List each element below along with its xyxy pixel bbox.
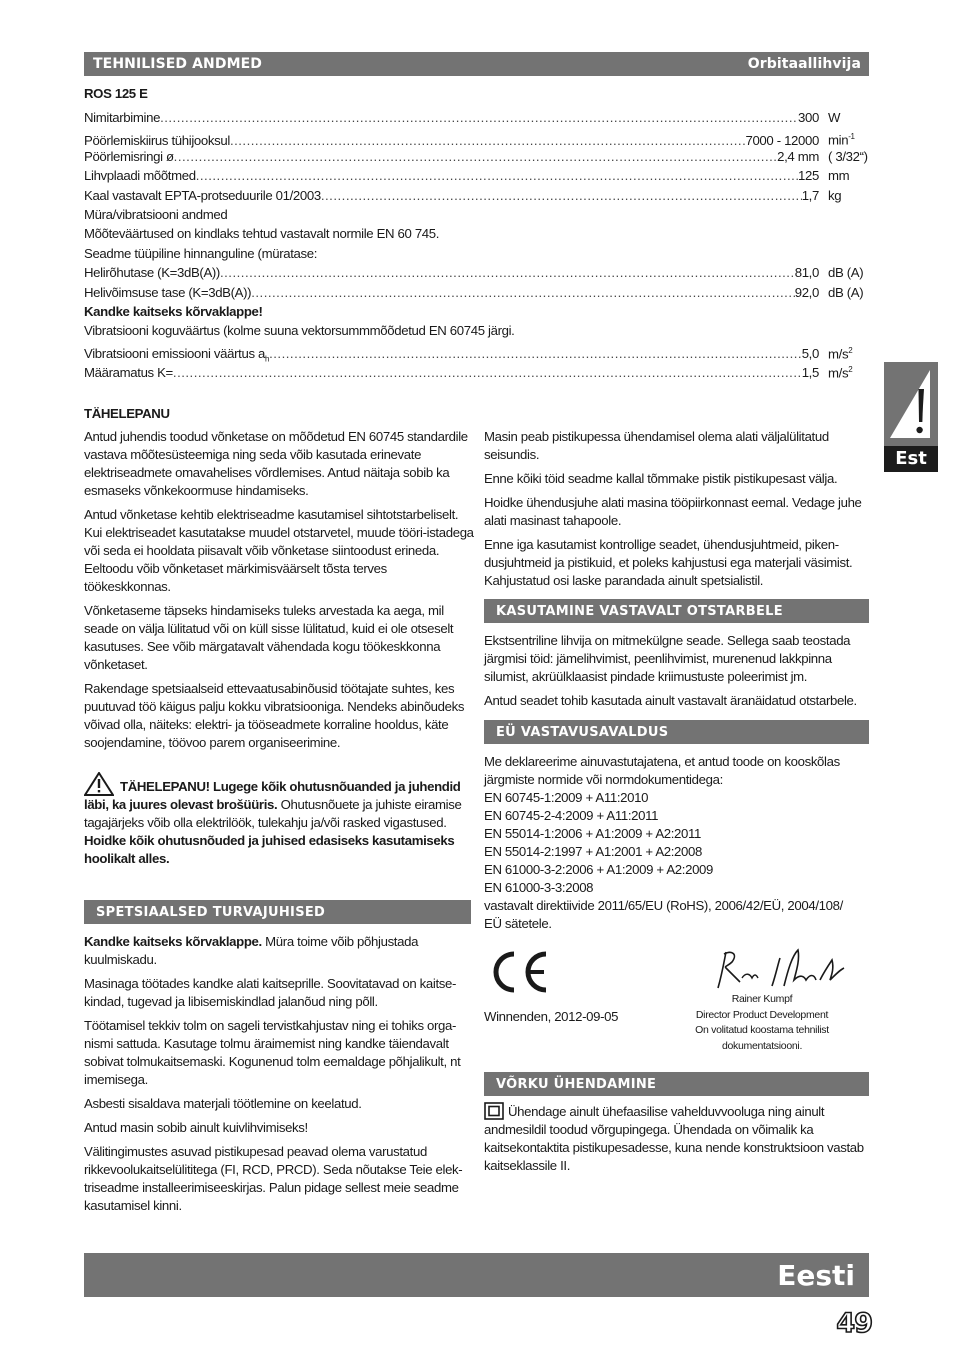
warning-icon <box>886 364 936 444</box>
conformity-line: EN 55014-1:2006 + A1:2009 + A2:2011 <box>484 826 702 841</box>
spec-unit: ( 3/32“) <box>828 148 868 164</box>
side-tab-label: Est <box>884 446 938 472</box>
spec-unit-superscript: 2 <box>848 365 853 375</box>
spec-row <box>84 224 869 243</box>
spec-label: Lihvplaadi mõõtmed <box>84 168 196 184</box>
attention-paragraph: Võnketaseme täpseks hindamiseks tuleks arvestada ka aega, mil seade on välja lülitatud või on küll sisse lülitatud, kuid ei ole otseselt kasutuses. See võib märgatavalt vähendada kogu töökeskkonna võnketaset. <box>84 603 454 672</box>
footer-language: Eesti <box>777 1258 855 1292</box>
spec-unit: W <box>828 110 841 125</box>
attention-paragraph: Antud juhendis toodud võnketase on mõõdetud EN 60745 standardile vastava mõõtesüsteemiga ning seda võib kasutada erinevate elektriseadmete omavahelises võrdlemises. Antud näitaja sobib ka esmaseks võnkekoormuse hindamiseks. <box>84 429 468 498</box>
spec-row <box>84 147 869 166</box>
usage-paragraph: Ekstsentriline lihvija on mitmekülgne seade. Sellega saab teostada järgmisi töid: jämelihvimist, peenlihvimist, murenenud lakkpinna silumist, akrüülklaasist pindade kriimustuste poleerimist jm. <box>484 633 851 684</box>
spec-label: Nimitarbimine <box>84 110 161 125</box>
spec-leader-dots <box>220 263 795 282</box>
safety-paragraph: Töötamisel tekkiv tolm on sageli tervistkahjustav ning ei tohiks orga-nismi sattuda. Kasutage tolmu äraimemist ning kandke täiendavalt sobivat tolmukaitsemaski. Kogunenud tolm eemaldage põhjalikult, nt imemisega. <box>84 1018 461 1087</box>
conformity-line: vastavalt direktiivide 2011/65/EU (RoHS), 2006/42/EÜ, 2004/108/ <box>484 898 843 913</box>
spec-label: Kandke kaitseks kõrvaklappe! <box>84 303 263 319</box>
conformity-lines <box>484 753 874 933</box>
spec-row <box>84 360 869 379</box>
footer-language-band <box>84 1253 869 1297</box>
safety-paragraph: Antud masin sobib ainult kuivlihvimiseks! <box>84 1120 308 1135</box>
network-text: Ühendage ainult ühefaasilise vahelduvvooluga ning ainult andmesildil toodud võrgupingega. Ühendada on võimalik ka kaitsekontaktita pistikupesadesse, kuna nende konstruktsioon vastab kaitseklassile II. <box>484 1104 864 1173</box>
spec-row <box>84 263 869 282</box>
spec-table <box>84 108 869 379</box>
spec-label: Seadme tüüpiline hinnanguline (müratase: <box>84 245 318 261</box>
signer-note: On volitatud koostama tehnilist dokumentatsiooni. <box>695 1024 829 1052</box>
section-header-mains-connection: VÕRKU ÜHENDAMINE <box>484 1072 869 1096</box>
spec-value: 1,7 <box>801 187 819 203</box>
spec-leader-dots <box>196 166 798 185</box>
spec-unit: $m/s^2$ <box>828 345 853 362</box>
conformity-line: EN 60745-1:2009 + A11:2010 <box>484 790 649 805</box>
model-name: ROS 125 E <box>84 86 148 101</box>
conformity-line: EN 60745-2-4:2009 + A11:2011 <box>484 808 659 823</box>
safety-paragraph: Masinaga töötades kandke alati kaitseprille. Soovitatavad on kaitse-kindad, tugevad ja libisemiskindlad jalanõud ning põll. <box>84 976 457 1009</box>
conformity-line: EN 61000-3-3:2008 <box>484 880 594 895</box>
spec-leader-dots <box>321 186 802 205</box>
spec-value: 2,4 mm <box>777 148 819 164</box>
spec-label: Mõõteväärtused on kindlaks tehtud vastavalt normile EN 60 745. <box>84 226 440 242</box>
warning-bold-text: TÄHELEPANU! Lugege kõik ohutusnõuanded ja juhendid läbi, ka juures olevast brošüüris. <box>84 779 461 812</box>
signer-name: Rainer Kumpf <box>731 993 793 1005</box>
attention-paragraph: Antud võnketase kehtib elektriseadme kasutamisel sihtotstarbeliselt. Kui elektriseadet kasutatakse muudel otstarvetel, muude tööri-istadega või seda ei hooldata piisavalt võib võnketase siintoodust erineda. Eeltoodu võib võnketaset märkimisväärselt tõsta terves töökeskkonnas. <box>84 507 474 594</box>
header-title: TEHNILISED ANDMED <box>93 56 263 72</box>
spec-value: 300 <box>798 110 819 125</box>
protection-class-ii-icon <box>484 1102 504 1120</box>
usage-paragraph: Antud seadet tohib kasutada ainult vastavalt äranäidatud otstarbele. <box>484 693 857 708</box>
general-warning <box>84 778 474 868</box>
attention-title: TÄHELEPANU <box>84 406 170 421</box>
safety-first-text: Müra toime võib põhjustada kuulmiskadu. <box>84 934 419 967</box>
language-side-tab <box>884 362 938 472</box>
spec-leader-dots <box>173 363 802 382</box>
spec-value: 92,0 <box>794 284 819 300</box>
conformity-line: EN 61000-3-2:2006 + A1:2009 + A2:2009 <box>484 862 714 877</box>
spec-row <box>84 244 869 263</box>
spec-row <box>84 166 869 185</box>
spec-label: Vibratsiooni emissiooni väärtus $a_h$ <box>84 346 270 364</box>
section-header-technical-data <box>84 52 869 76</box>
signature-image <box>710 944 850 994</box>
spec-row <box>84 341 869 364</box>
safety-paragraph: Asbesti sisaldava materjali töötlemine on keelatud. <box>84 1096 362 1111</box>
spec-label: Müra/vibratsiooni andmed <box>84 206 228 222</box>
spec-leader-dots <box>251 283 795 302</box>
conformity-line: EN 55014-2:1997 + A1:2001 + A2:2008 <box>484 844 702 859</box>
spec-value: 125 <box>798 168 819 184</box>
spec-unit: $m/s^2$ <box>828 365 853 381</box>
spec-label-subscript: h <box>265 354 270 364</box>
spec-row <box>84 302 869 321</box>
spec-label: Pöörlemisringi ø <box>84 148 174 164</box>
spec-unit-superscript: -1 <box>848 132 855 142</box>
signer-title: Director Product Development <box>695 1008 829 1021</box>
spec-label: Määramatus K= <box>84 365 173 381</box>
network-paragraph <box>484 1103 874 1175</box>
spec-label: Pöörlemiskiirus tühijooksul <box>84 132 230 148</box>
spec-row <box>84 186 869 205</box>
section-header-special-safety: SPETSIAALSED TURVAJUHISED <box>84 900 471 924</box>
spec-value: 7000 - 12000 <box>745 132 819 148</box>
spec-row <box>84 127 869 146</box>
spec-unit: dB (A) <box>828 284 864 300</box>
safety-paragraphs <box>84 933 474 1221</box>
conformity-line: järgmiste normide või normdokumentidega: <box>484 772 723 787</box>
spec-label: Helirõhutase (K=3dB(A)) <box>84 265 220 281</box>
spec-value: 5,0 <box>801 346 819 362</box>
spec-unit: kg <box>828 187 842 203</box>
spec-label: Vibratsiooni koguväärtus (kolme suuna vektorsummmõõdetud EN 60745 järgi. <box>84 323 515 339</box>
conformity-line: Me deklareerime ainuvastutajatena, et antud toode on kooskõlas <box>484 754 840 769</box>
safety-paragraph: Välitingimustes asuvad pistikupesad peavad olema varustatud rikkevoolukaitselülititega (FI, RCD, PRCD). Seda nõutakse Teie elek-triseadme installeerimiseeskirjas. Palun pidage sellest meie seadme kasutamisel kinni. <box>84 1144 463 1213</box>
connection-paragraph: Hoidke ühendusjuhe alati masina tööpiirkonnast eemal. Vedage juhe alati masinast tahapoole. <box>484 495 862 528</box>
spec-value: 81,0 <box>794 265 819 281</box>
spec-label: Helivõimsuse tase (K=3dB(A)) <box>84 284 252 300</box>
spec-unit: $\min^{-1}$ <box>828 132 855 148</box>
header-product: Orbitaallihvija <box>747 56 861 72</box>
spec-value: 1,5 <box>801 365 819 381</box>
section-header-ec-conformity: EÜ VASTAVUSAVALDUS <box>484 720 869 744</box>
spec-leader-dots <box>269 344 802 363</box>
spec-unit: mm <box>828 168 850 184</box>
spec-row <box>84 108 869 127</box>
spec-unit-superscript: 2 <box>848 345 853 355</box>
conformity-line: EÜ sätetele. <box>484 916 552 931</box>
connection-paragraph: Masin peab pistikupessa ühendamisel olema alati väljalülitatud seisundis. <box>484 429 829 462</box>
connection-paragraph: Enne kõiki töid seadme kallal tõmmake pistik pistikupesast välja. <box>484 471 838 486</box>
page-number: 49 <box>836 1308 872 1339</box>
spec-unit: dB (A) <box>828 265 864 281</box>
spec-row <box>84 321 869 340</box>
keep-instructions-text: Hoidke kõik ohutusnõuded ja juhised edasiseks kasutamiseks hoolikalt alles. <box>84 833 455 866</box>
ce-mark-logo <box>486 948 550 996</box>
section-header-intended-use: KASUTAMINE VASTAVALT OTSTARBELE <box>484 599 869 623</box>
spec-row <box>84 205 869 224</box>
signer-info <box>655 992 869 1054</box>
connection-paragraphs <box>484 428 874 596</box>
usage-paragraphs <box>484 632 874 716</box>
connection-paragraph: Enne iga kasutamist kontrollige seadet, ühendusjuhtmeid, piken-dusjuhtmeid ja pistikuid, et poleks kahjustusi ega materjali väsimist. Kahjustatud osi laske parandada ainult spetsialistil. <box>484 537 853 588</box>
attention-paragraph: Rakendage spetsiaalseid ettevaatusabinõusid töötajate suhtes, kes puutuvad töö käigus palju kokku vibratsiooniga. Nendeks abinõudeks võivad olla, näiteks: elektri- ja tööseadmete korraline hooldus, käte soojendamine, töövoo parem organiseerimine. <box>84 681 465 750</box>
warning-text: Ohutusnõuete ja juhiste eiramise tagajärjeks võib olla elektrilöök, tulekahju ja/või rasked vigastused. <box>84 797 462 830</box>
warning-triangle-icon <box>84 772 114 796</box>
place-date: Winnenden, 2012-09-05 <box>484 1009 619 1024</box>
attention-paragraphs <box>84 428 474 758</box>
safety-first-bold: Kandke kaitseks kõrvaklappe. <box>84 934 262 949</box>
spec-row <box>84 283 869 302</box>
spec-leader-dots <box>160 108 798 127</box>
spec-leader-dots <box>174 147 777 166</box>
spec-label: Kaal vastavalt EPTA-protseduurile 01/2003 <box>84 187 321 203</box>
